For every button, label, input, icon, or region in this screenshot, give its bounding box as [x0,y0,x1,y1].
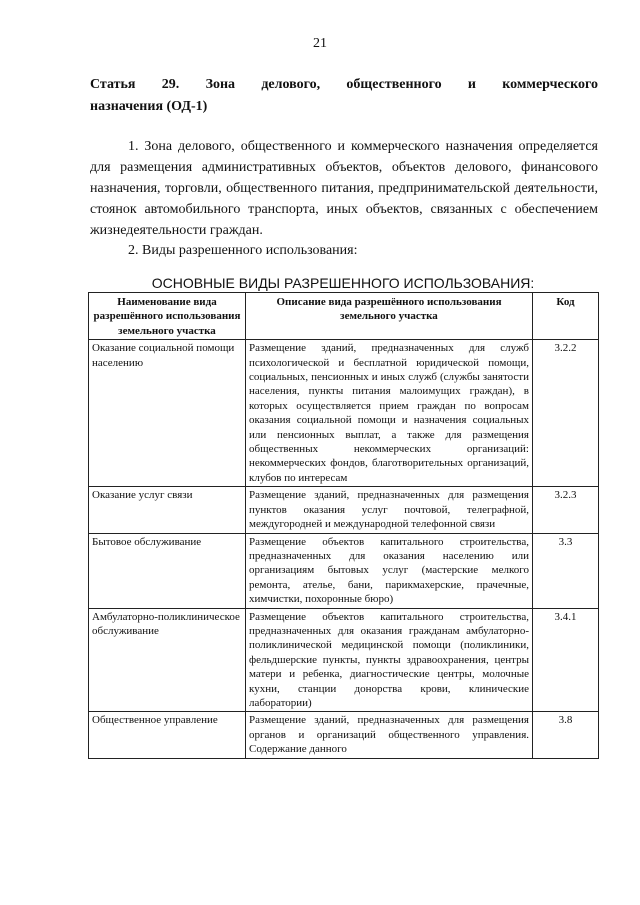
cell-code: 3.2.2 [533,340,599,487]
table-title: ОСНОВНЫЕ ВИДЫ РАЗРЕШЕННОГО ИСПОЛЬЗОВАНИЯ: [151,275,535,291]
paragraph-zone-definition: 1. Зона делового, общественного и коммерческого назначения определяется для размещения административных объектов, объектов делового, финансового назначения, торговли, общественного питания, предпринимательской деятельности, стоянок автомобильного транспорта, иных объектов, связанных с обеспечением жизнедеятельности граждан. [90,139,598,238]
cell-name: Оказание социальной помощи населению [89,340,246,487]
cell-description: Размещение зданий, предназначенных для размещения пунктов оказания услуг почтовой, телеграфной, междугородней и международной телефонной связи [246,487,533,533]
article-heading [90,74,598,118]
page-number: 21 [313,36,327,51]
permitted-uses-table [88,292,599,759]
cell-description: Размещение объектов капитального строительства, предназначенных для оказания населению или организациям бытовых услуг (мастерские мелкого ремонта, ателье, бани, парикмахерские, прачечные, химчистки, похоронные бюро) [246,533,533,608]
paragraph-permitted-uses: 2. Виды разрешенного использования: [128,243,358,258]
cell-name: Общественное управление [89,712,246,758]
cell-code: 3.3 [533,533,599,608]
cell-description: Размещение зданий, предназначенных для размещения органов и организаций общественного управления. Содержание данного [246,712,533,758]
header-code: Код [533,293,599,340]
table-row [89,340,599,487]
cell-code: 3.4.1 [533,608,599,712]
cell-name: Оказание услуг связи [89,487,246,533]
cell-code: 3.2.3 [533,487,599,533]
article-heading-line-2: назначения (ОД-1) [90,99,208,114]
article-heading-line-1: Статья 29. Зона делового, общественного и коммерческого [90,77,598,92]
header-name: Наименование вида разрешённого использования земельного участка [89,293,246,340]
cell-description: Размещение объектов капитального строительства, предназначенных для оказания гражданам амбулаторно-поликлинической медицинской помощи (поликлиники, фельдшерские пункты, пункты здравоохранения, центры матери и ребенка, диагностические центры, молочные кухни, станции донорства крови, клинические лаборатории) [246,608,533,712]
cell-code: 3.8 [533,712,599,758]
table-row [89,608,599,712]
table-row [89,533,599,608]
cell-name: Бытовое обслуживание [89,533,246,608]
cell-description: Размещение зданий, предназначенных для служб психологической и бесплатной юридической помощи, социальных, пенсионных и иных служб (службы занятости населения, пункты питания малоимущих граждан), в которых осуществляется прием граждан по вопросам оказания социальной помощи и назначения социальных или пенсионных выплат, а также для размещения общественных некоммерческих организаций: некоммерческих фондов, благотворительных организаций, клубов по интересам [246,340,533,487]
table-header-row [89,293,599,340]
header-description: Описание вида разрешённого использования земельного участка [246,293,533,340]
cell-name: Амбулаторно-поликлиническое обслуживание [89,608,246,712]
table-row [89,712,599,758]
table-row [89,487,599,533]
